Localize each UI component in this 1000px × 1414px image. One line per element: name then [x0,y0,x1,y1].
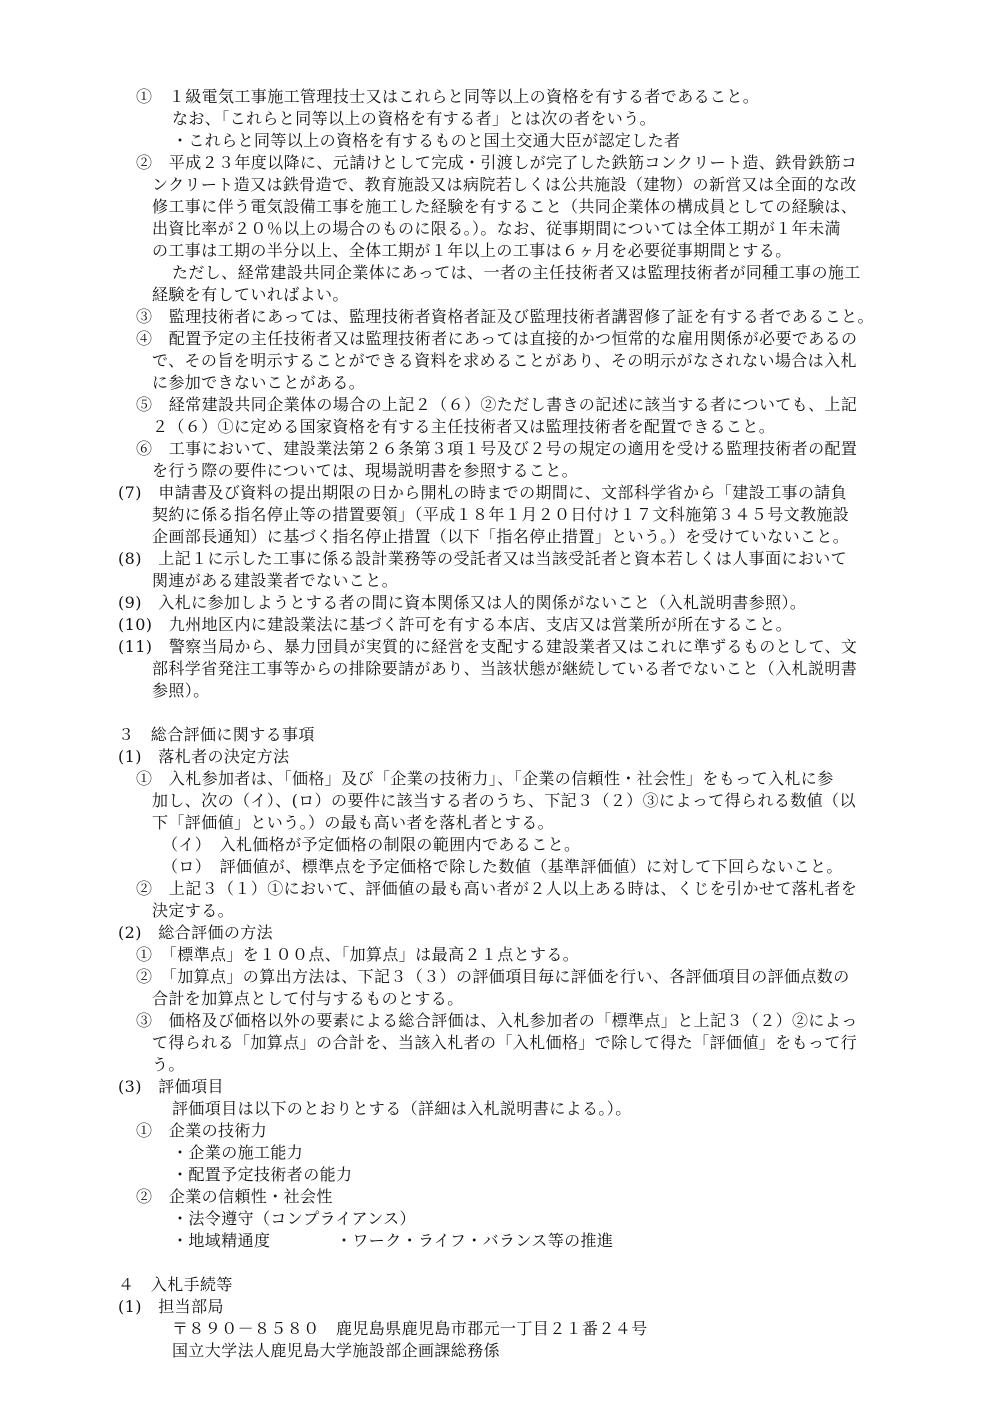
text-line: ④ 配置予定の主任技術者又は監理技術者にあっては直接的かつ恒常的な雇用関係が必要であるの [136,329,858,348]
text-line: 決定する。 [152,901,235,920]
text-line: (11) 警察当局から、暴力団員が実質的に経営を支配する建設業者又はこれに準ずるものとして、文 [118,637,858,656]
text-line: ・配置予定技術者の能力 [172,1165,353,1184]
text-line: (3) 評価項目 [118,1077,224,1096]
text-line: ② 上記３（１）①において、評価値の最も高い者が２人以上ある時は、くじを引かせて落札者を [136,879,858,898]
text-line: なお、「これらと同等以上の資格を有する者」とは次の者をいう。 [172,109,657,128]
text-line: (10) 九州地区内に建設業法に基づく許可を有する本店、支店又は営業所が所在すること。 [118,615,793,634]
text-line: 合計を加算点として付与するものとする。 [152,989,464,1008]
text-line: ② 平成２３年度以降に、元請けとして完成・引渡しが完了した鉄筋コンクリート造、鉄骨鉄筋コ [136,153,858,172]
text-line: ンクリート造又は鉄骨造で、教育施設又は病院若しくは公共施設（建物）の新営又は全面的な改 [152,175,857,194]
text-line: 経験を有していればよい。 [152,285,349,304]
text-line: ① 「標準点」を１００点、「加算点」は最高２１点とする。 [136,945,580,964]
text-line: 契約に係る指名停止等の措置要領」（平成１８年１月２０日付け１７文科施第３４５号文教施設 [152,505,850,524]
text-line: 下「評価値」という。）の最も高い者を落札者とする。 [152,813,555,832]
text-line: ただし、経常建設共同企業体にあっては、一者の主任技術者又は監理技術者が同種工事の施工 [172,263,861,282]
text-line: の工事は工期の半分以上、全体工期が１年以上の工事は６ヶ月を必要従事期間とする。 [152,241,792,260]
text-line: 修工事に伴う電気設備工事を施工した経験を有すること（共同企業体の構成員としての経験は、 [152,197,858,216]
text-line: ③ 価格及び価格以外の要素による総合評価は、入札参加者の「標準点」と上記３（２）②によっ [136,1011,858,1030]
text-line: ⑤ 経常建設共同企業体の場合の上記２（６）②ただし書きの記述に該当する者についても、上記 [136,395,858,414]
text-line: ・法令遵守（コンプライアンス） [172,1209,416,1228]
text-line: ① 企業の技術力 [136,1121,268,1140]
text-line: で、その旨を明示することができる資料を求めることがあり、その明示がなされない場合は入札 [152,351,857,370]
text-line: ② 「加算点」の算出方法は、下記３（３）の評価項目毎に評価を行い、各評価項目の評価点数の [136,967,850,986]
text-line: ⑥ 工事において、建設業法第２６条第３項１号及び２号の規定の適用を受ける監理技術者の配置 [136,439,858,458]
text-line: (2) 総合評価の方法 [118,923,274,942]
text-line: ② 企業の信頼性・社会性 [136,1187,333,1206]
text-line: に参加できないことがある。 [152,373,366,392]
text-line: ・企業の施工能力 [172,1143,304,1162]
text-line: 出資比率が２０％以上の場合のものに限る。）。なお、従事期間については全体工期が１年未満 [152,219,841,238]
text-line: 参照）。 [152,681,210,700]
text-line: ・これらと同等以上の資格を有するものと国土交通大臣が認定した者 [172,131,681,150]
text-line: 関連がある建設業者でないこと。 [152,571,399,590]
text-line: (1) 落札者の決定方法 [118,747,290,766]
text-line: (7) 申請書及び資料の提出期限の日から開札の時までの期間に、文部科学省から「建設工事の請負 [118,483,848,502]
text-line: ③ 監理技術者にあっては、監理技術者資格者証及び監理技術者講習修了証を有する者であること。 [136,307,874,326]
text-line: ① 入札参加者は、「価格」及び「企業の技術力」、「企業の信頼性・社会性」をもって入札に参 [136,769,834,788]
text-line: う。 [152,1055,185,1074]
text-line: を行う際の要件については、現場説明書を参照すること。 [152,461,579,480]
text-line: ４ 入札手続等 [118,1275,233,1294]
text-line: （ロ） 評価値が、標準点を予定価格で除した数値（基準評価値）に対して下回らないこと。 [162,857,843,876]
text-line: 部科学省発注工事等からの排除要請があり、当該状態が継続している者でないこと（入札説明書 [152,659,858,678]
text-line: て得られる「加算点」の合計を、当該入札者の「入札価格」で除して得た「評価値」をもって行 [152,1033,858,1052]
text-line: 〒８９０－８５８０ 鹿児島県鹿児島市郡元一丁目２１番２４号 [172,1319,648,1338]
text-line: 評価項目は以下のとおりとする（詳細は入札説明書による。）。 [172,1099,632,1118]
text-line: ２（６）①に定める国家資格を有する主任技術者又は監理技術者を配置できること。 [152,417,776,436]
text-line: ① １級電気工事施工管理技士又はこれらと同等以上の資格を有する者であること。 [136,87,760,106]
text-line: (1) 担当部局 [118,1297,224,1316]
text-line: 企画部長通知）に基づく指名停止措置（以下「指名停止措置」という。）を受けていないこと。 [152,527,850,546]
text-line: 加し、次の（イ）、(ロ）の要件に該当する者のうち、下記３（２）③によって得られる数値（以 [152,791,856,810]
text-line: （イ） 入札価格が予定価格の制限の範囲内であること。 [162,835,581,854]
text-line: (9) 入札に参加しようとする者の間に資本関係又は人的関係がないこと（入札説明書参照）。 [118,593,807,612]
text-line: 国立大学法人鹿児島大学施設部企画課総務係 [172,1341,501,1360]
text-line: ３ 総合評価に関する事項 [118,725,315,744]
text-line: (8) 上記１に示した工事に係る設計業務等の受託者又は当該受託者と資本若しくは人事面において [118,549,848,568]
text-line: ・地域精通度 ・ワーク・ライフ・バランス等の推進 [172,1231,614,1250]
